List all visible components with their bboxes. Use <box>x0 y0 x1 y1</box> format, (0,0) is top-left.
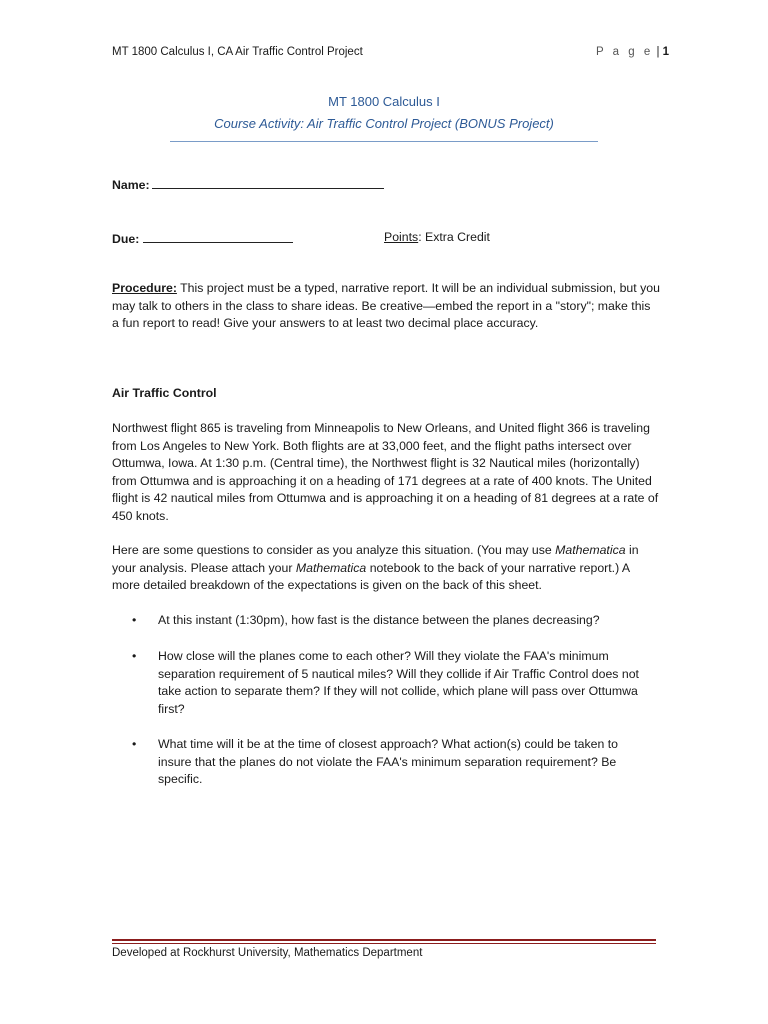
footer-divider-thin <box>112 943 656 944</box>
name-label: Name: <box>112 178 150 192</box>
page-number-header <box>596 46 669 58</box>
intro-text-a: Here are some questions to consider as you analyze this situation. (You may use <box>112 543 556 557</box>
due-label: Due: <box>112 232 140 246</box>
running-header-title: MT 1800 Calculus I, CA Air Traffic Control Project <box>112 46 363 58</box>
intro-italic-2: Mathematica <box>295 560 367 575</box>
procedure-label: Procedure: <box>112 281 177 295</box>
footer-text: Developed at Rockhurst University, Mathematics Department <box>112 947 423 959</box>
questions-intro-paragraph <box>112 542 660 595</box>
procedure-paragraph <box>112 280 660 333</box>
intro-text-b: in your analysis. Please attach your <box>112 543 639 575</box>
activity-title: Course Activity: Air Traffic Control Project (BONUS Project) <box>214 116 554 131</box>
points-label: Points <box>384 230 419 244</box>
name-blank-line[interactable] <box>152 176 384 189</box>
intro-italic-1: Mathematica <box>555 543 626 557</box>
bullet-text: At this instant (1:30pm), how fast is the distance between the planes decreasing? <box>158 613 600 627</box>
points-row <box>384 230 490 244</box>
procedure-text: This project must be a typed, narrative report. It will be an individual submission, but you may talk to others in the class to share ideas. Be creative—embed the report in a "story"; make this a fun report to read! Give your answers to at least two decimal place accuracy. <box>112 281 660 331</box>
bullet-icon: • <box>132 613 137 627</box>
section-heading: Air Traffic Control <box>112 386 217 400</box>
page-separator: | <box>656 46 660 58</box>
bullet-text: What time will it be at the time of closest approach? What action(s) could be taken to insure that the planes do not violate the FAA's minimum separation requirement? Be specific. <box>158 737 618 787</box>
points-value: : Extra Credit <box>418 230 490 244</box>
intro-text-c: notebook to the back of your narrative report.) A more detailed breakdown of the expectations is given on the back of this sheet. <box>112 560 630 593</box>
due-blank-line[interactable] <box>143 230 293 243</box>
course-title: MT 1800 Calculus I <box>328 94 440 109</box>
due-field-row <box>112 230 293 246</box>
bullet-icon: • <box>132 737 137 751</box>
bullet-icon: • <box>132 649 137 663</box>
page-word: P a g e <box>596 46 654 58</box>
name-field-row <box>112 176 384 192</box>
bullet-text: How close will the planes come to each other? Will they violate the FAA's minimum separation requirement of 5 nautical miles? Will they collide if Air Traffic Control does not take action to separate them? If they will not collide, which plane will pass over Ottumwa first? <box>158 649 639 716</box>
scenario-paragraph: Northwest flight 865 is traveling from Minneapolis to New Orleans, and United flight 366 is traveling from Los Angeles to New York. Both flights are at 33,000 feet, and the flight paths intersect over Ottumwa, Iowa. At 1:30 p.m. (Central time), the Northwest flight is 32 Nautical miles (horizontally) from Ottumwa and is approaching it on a heading of 171 degrees at a rate of 400 knots. The United flight is 42 nautical miles from Ottumwa and is approaching it on a heading of 81 degrees at a rate of 450 knots. <box>112 421 659 523</box>
title-divider <box>170 141 598 142</box>
footer-divider-thick <box>112 939 656 941</box>
page-number: 1 <box>662 46 670 58</box>
